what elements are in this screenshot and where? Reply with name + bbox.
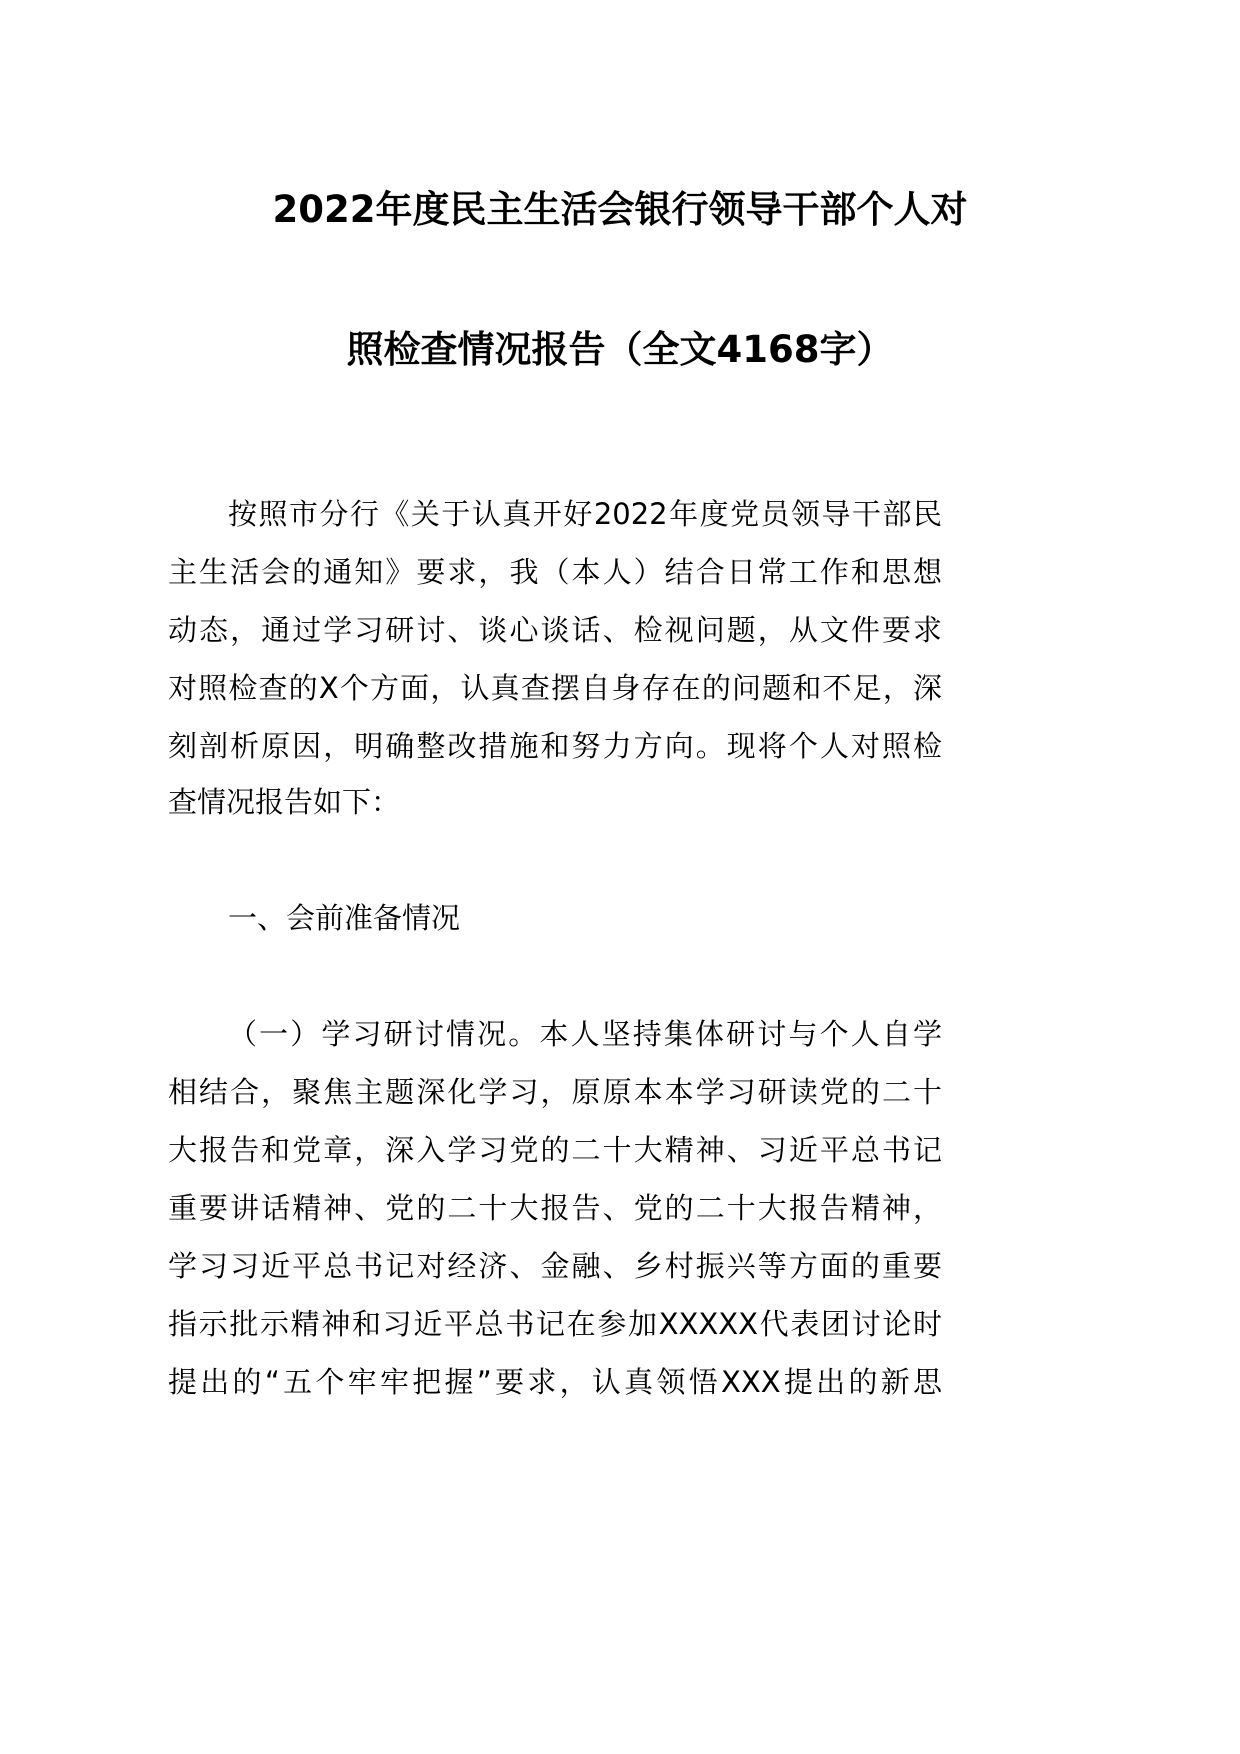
intro-paragraph-line: 动态，通过学习研讨、谈心谈话、检视问题，从文件要求 <box>168 613 942 647</box>
intro-paragraph-line: 刻剖析原因，明确整改措施和努力方向。现将个人对照检 <box>168 729 942 763</box>
document-title-line-2: 照检查情况报告（全文4168字） <box>346 328 894 371</box>
subsection-paragraph-line: 学习习近平总书记对经济、金融、乡村振兴等方面的重要 <box>168 1249 942 1283</box>
intro-paragraph-line: 对照检查的X个方面，认真查摆自身存在的问题和不足，深 <box>168 671 942 705</box>
intro-paragraph-line: 主生活会的通知》要求，我（本人）结合日常工作和思想 <box>168 555 942 589</box>
intro-paragraph-line: 查情况报告如下： <box>168 785 401 819</box>
subsection-paragraph-line: 重要讲话精神、党的二十大报告、党的二十大报告精神， <box>168 1191 942 1225</box>
subsection-paragraph-line: 指示批示精神和习近平总书记在参加XXXXX代表团讨论时 <box>168 1307 942 1341</box>
intro-paragraph-line: 按照市分行《关于认真开好2022年度党员领导干部民 <box>228 497 942 531</box>
subsection-paragraph-line: 大报告和党章，深入学习党的二十大精神、习近平总书记 <box>168 1133 942 1167</box>
section-heading-1: 一、会前准备情况 <box>228 901 461 935</box>
subsection-paragraph-line: 提出的“五个牢牢把握”要求，认真领悟XXX提出的新思 <box>168 1365 942 1399</box>
subsection-paragraph-line: （一）学习研讨情况。本人坚持集体研讨与个人自学 <box>228 1017 942 1051</box>
document-title-line-1: 2022年度民主生活会银行领导干部个人对 <box>272 188 968 231</box>
subsection-paragraph-line: 相结合，聚焦主题深化学习，原原本本学习研读党的二十 <box>168 1075 942 1109</box>
